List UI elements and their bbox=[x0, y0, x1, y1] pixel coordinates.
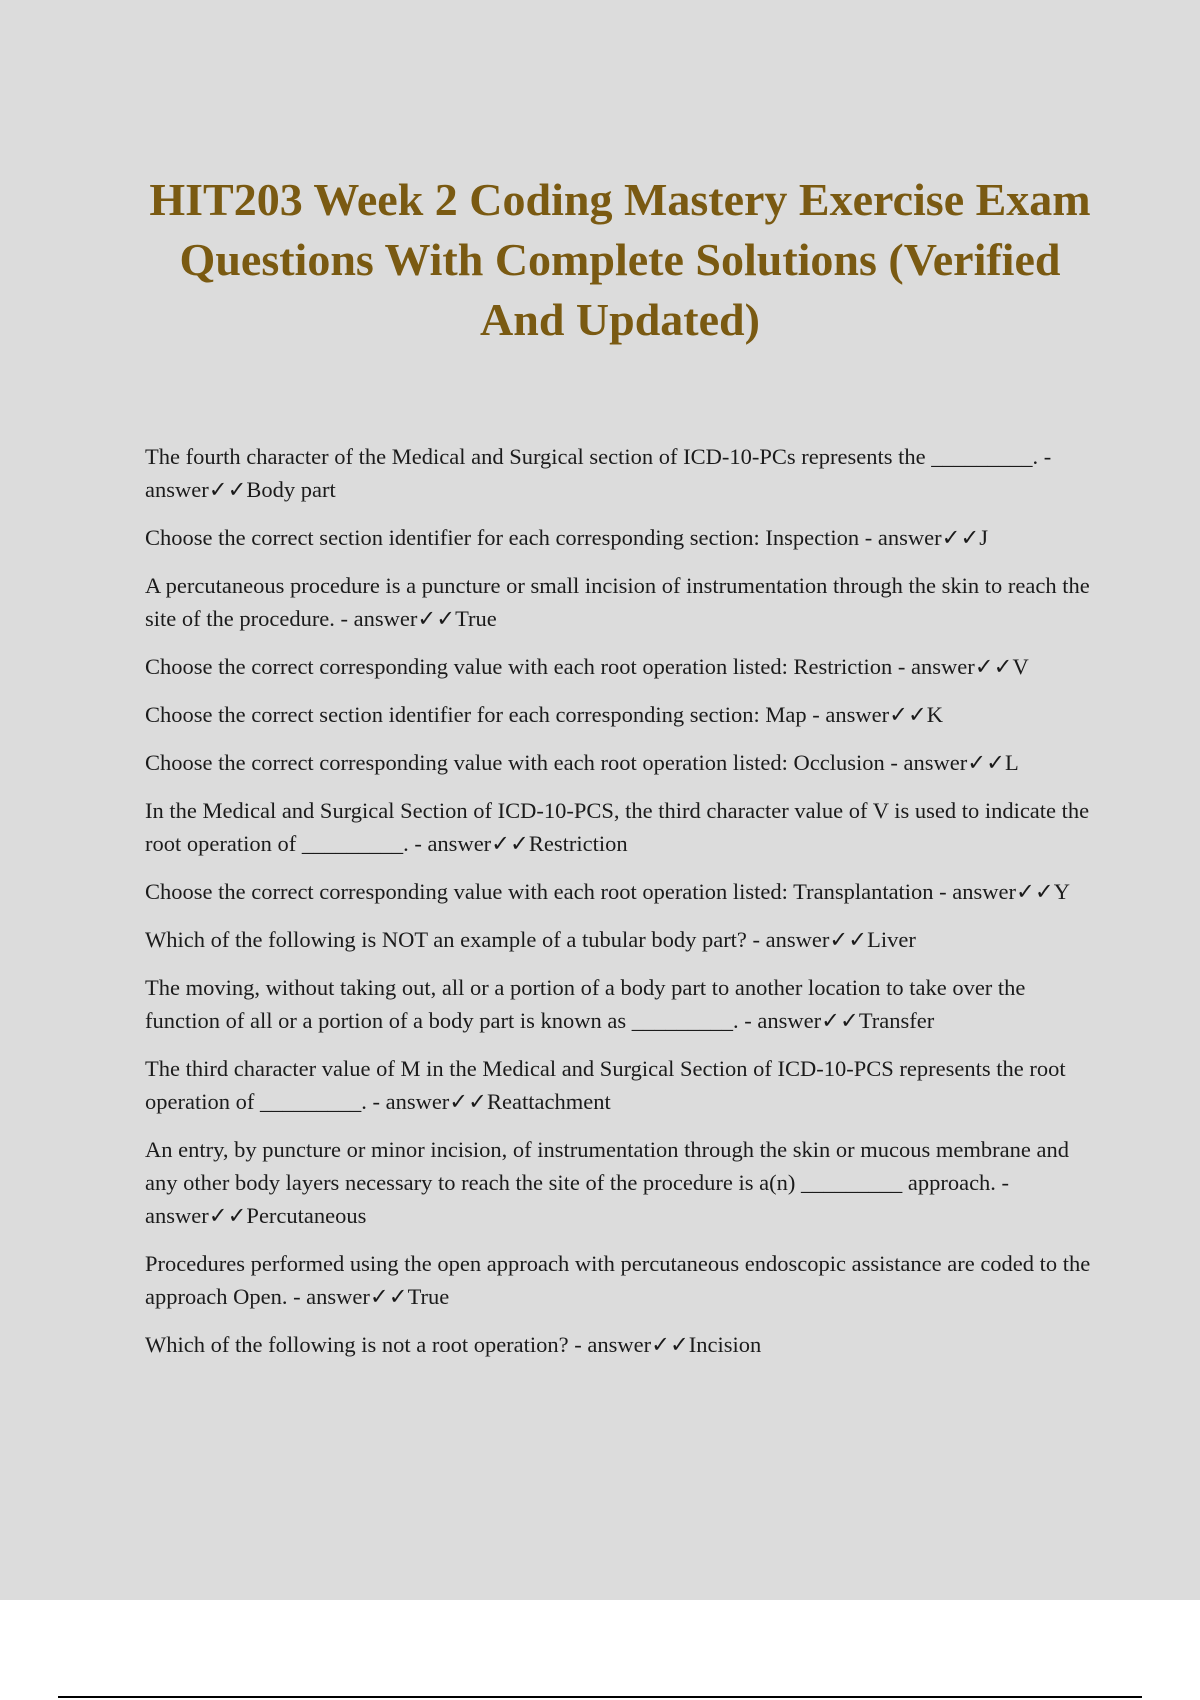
page-bottom-divider bbox=[58, 1696, 1142, 1698]
list-item: Choose the correct corresponding value with each root operation listed: Restriction - answer✓✓V bbox=[145, 654, 1029, 679]
question-answer-list bbox=[145, 440, 1095, 1376]
list-item: A percutaneous procedure is a puncture or small incision of instrumentation through the skin to reach the site of the procedure. - answer✓✓True bbox=[145, 573, 1090, 631]
list-item: Which of the following is NOT an example of a tubular body part? - answer✓✓Liver bbox=[145, 927, 916, 952]
list-item: In the Medical and Surgical Section of ICD-10-PCS, the third character value of V is used to indicate the root operation of _________. - answer✓✓Restriction bbox=[145, 798, 1090, 856]
list-item: Choose the correct corresponding value with each root operation listed: Transplantation - answer✓✓Y bbox=[145, 879, 1070, 904]
document-title: HIT203 Week 2 Coding Mastery Exercise Exam Questions With Complete Solutions (Verified And Updated) bbox=[149, 174, 1091, 345]
list-item: The third character value of M in the Medical and Surgical Section of ICD-10-PCS represents the root operation of _________. - answer✓✓Reattachment bbox=[145, 1056, 1066, 1114]
list-item: Choose the correct section identifier for each corresponding section: Map - answer✓✓K bbox=[145, 702, 944, 727]
list-item: Which of the following is not a root operation? - answer✓✓Incision bbox=[145, 1332, 762, 1357]
list-item: The moving, without taking out, all or a portion of a body part to another location to take over the function of all or a portion of a body part is known as _________. - answer✓✓Transfer bbox=[145, 975, 1026, 1033]
list-item: Choose the correct section identifier for each corresponding section: Inspection - answer✓✓J bbox=[145, 525, 989, 550]
list-item: Choose the correct corresponding value with each root operation listed: Occlusion - answer✓✓L bbox=[145, 750, 1019, 775]
list-item: Procedures performed using the open approach with percutaneous endoscopic assistance are coded to the approach Open. - answer✓✓True bbox=[145, 1251, 1091, 1309]
list-item: An entry, by puncture or minor incision, of instrumentation through the skin or mucous membrane and any other body layers necessary to reach the site of the procedure is a(n) _________ approach. - answer✓✓Percutaneous bbox=[145, 1137, 1069, 1228]
list-item: The fourth character of the Medical and Surgical section of ICD-10-PCs represents the _________. - answer✓✓Body part bbox=[145, 444, 1052, 502]
